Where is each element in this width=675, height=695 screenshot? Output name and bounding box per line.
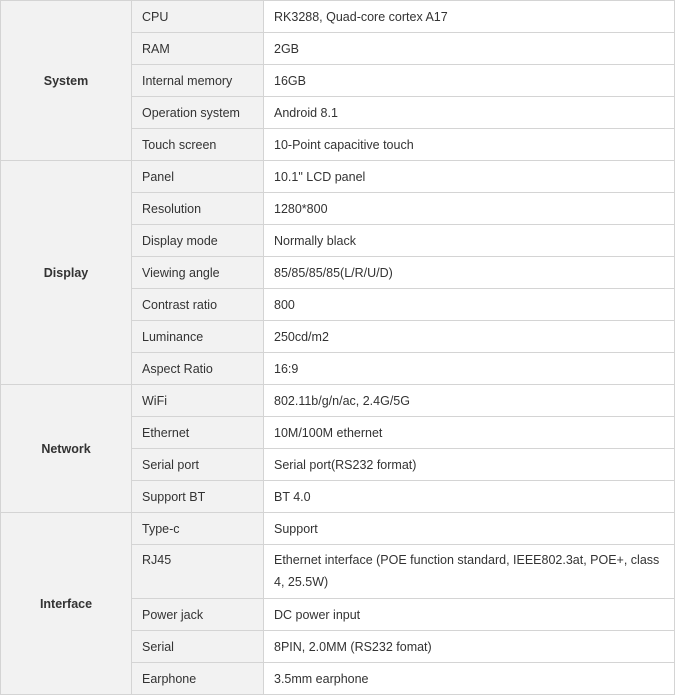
spec-name: Power jack	[132, 599, 264, 631]
spec-value: 10-Point capacitive touch	[264, 129, 675, 161]
spec-name: RAM	[132, 33, 264, 65]
spec-name: Operation system	[132, 97, 264, 129]
spec-name: Aspect Ratio	[132, 353, 264, 385]
spec-value: 250cd/m2	[264, 321, 675, 353]
spec-name: WiFi	[132, 385, 264, 417]
spec-name: Serial	[132, 631, 264, 663]
group-label-network: Network	[1, 385, 132, 513]
spec-name: Ethernet	[132, 417, 264, 449]
group-label-display: Display	[1, 161, 132, 385]
spec-name: CPU	[132, 1, 264, 33]
spec-name: Resolution	[132, 193, 264, 225]
spec-name: RJ45	[132, 545, 264, 599]
spec-row	[1, 385, 675, 417]
spec-name: Luminance	[132, 321, 264, 353]
spec-value: 85/85/85/85(L/R/U/D)	[264, 257, 675, 289]
spec-name: Viewing angle	[132, 257, 264, 289]
spec-row	[1, 161, 675, 193]
spec-row	[1, 1, 675, 33]
spec-value: 1280*800	[264, 193, 675, 225]
spec-name: Panel	[132, 161, 264, 193]
spec-name: Support BT	[132, 481, 264, 513]
spec-value: Android 8.1	[264, 97, 675, 129]
spec-name: Serial port	[132, 449, 264, 481]
spec-table-body	[1, 1, 675, 695]
spec-value: 10M/100M ethernet	[264, 417, 675, 449]
spec-value: BT 4.0	[264, 481, 675, 513]
spec-name: Earphone	[132, 663, 264, 695]
group-label-system: System	[1, 1, 132, 161]
spec-value: 2GB	[264, 33, 675, 65]
spec-value: Ethernet interface (POE function standard, IEEE802.3at, POE+, class 4, 25.5W)	[264, 545, 675, 599]
spec-name: Contrast ratio	[132, 289, 264, 321]
spec-value: 16GB	[264, 65, 675, 97]
spec-value: 802.11b/g/n/ac, 2.4G/5G	[264, 385, 675, 417]
spec-value: RK3288, Quad-core cortex A17	[264, 1, 675, 33]
spec-value: Support	[264, 513, 675, 545]
spec-value: 800	[264, 289, 675, 321]
spec-name: Internal memory	[132, 65, 264, 97]
spec-value: DC power input	[264, 599, 675, 631]
spec-row	[1, 513, 675, 545]
spec-value: 16:9	[264, 353, 675, 385]
spec-name: Type-c	[132, 513, 264, 545]
spec-value: Normally black	[264, 225, 675, 257]
spec-value: Serial port(RS232 format)	[264, 449, 675, 481]
spec-name: Touch screen	[132, 129, 264, 161]
spec-name: Display mode	[132, 225, 264, 257]
spec-value: 3.5mm earphone	[264, 663, 675, 695]
spec-value: 10.1" LCD panel	[264, 161, 675, 193]
spec-value: 8PIN, 2.0MM (RS232 fomat)	[264, 631, 675, 663]
group-label-interface: Interface	[1, 513, 132, 695]
